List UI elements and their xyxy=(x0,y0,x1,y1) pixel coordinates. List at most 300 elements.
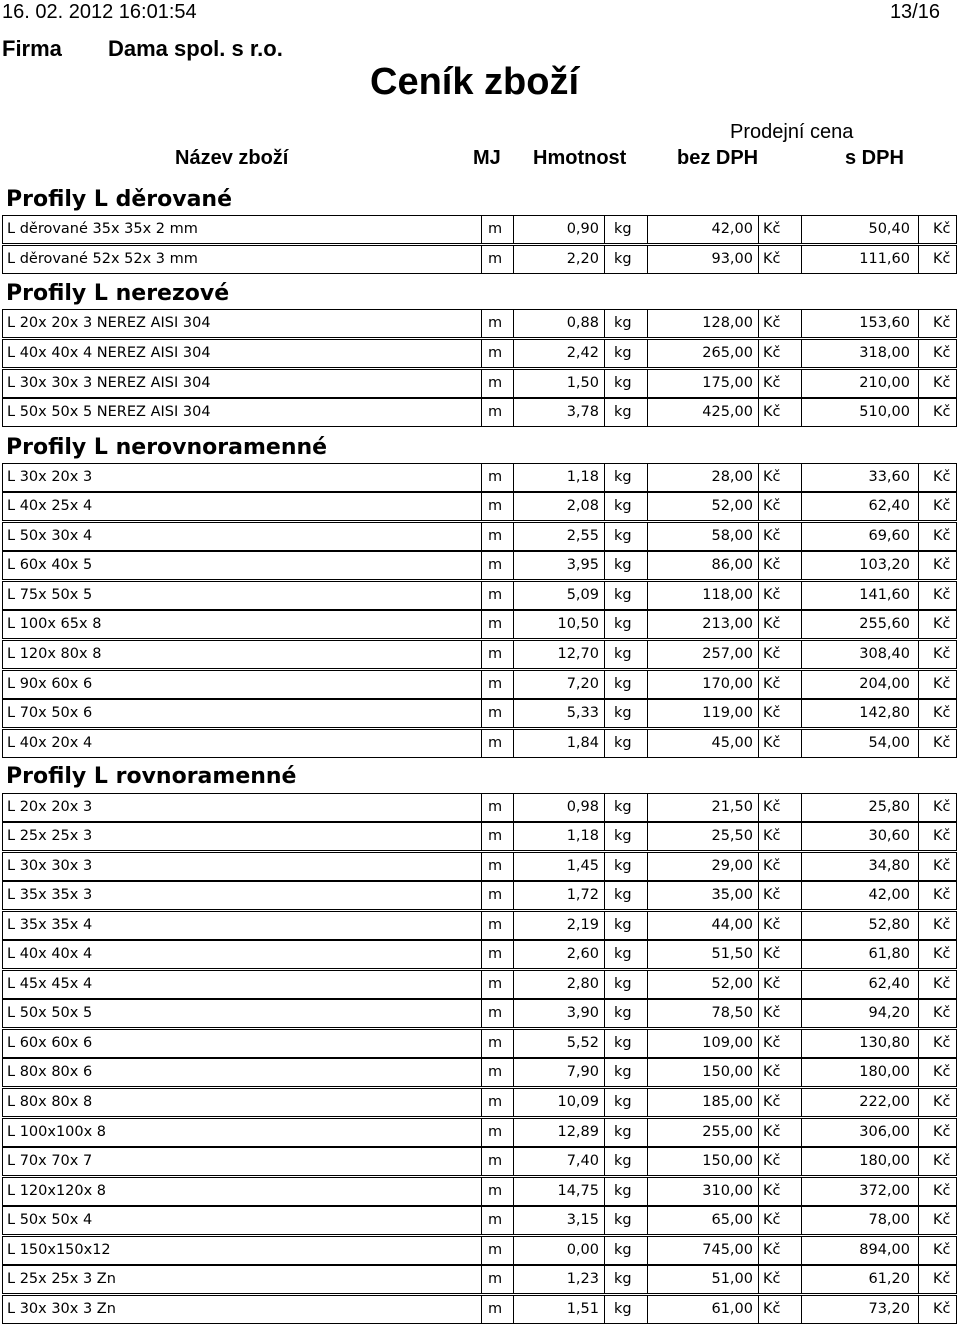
weight-cell: 3,95 xyxy=(566,557,599,573)
cell-divider xyxy=(801,1266,802,1293)
currency-label: Kč xyxy=(763,828,781,844)
currency-label: Kč xyxy=(763,1212,781,1228)
cell-divider xyxy=(513,611,514,638)
column-header-price-with-vat: s DPH xyxy=(845,147,904,169)
unit-cell: m xyxy=(488,976,503,992)
weight-unit: kg xyxy=(614,1124,632,1140)
cell-divider xyxy=(918,794,919,821)
cell-divider xyxy=(918,1089,919,1116)
table-row xyxy=(2,1177,957,1206)
cell-divider xyxy=(481,912,482,939)
currency-label: Kč xyxy=(763,946,781,962)
currency-label: Kč xyxy=(933,946,951,962)
cell-divider xyxy=(604,641,605,668)
cell-divider xyxy=(647,730,648,757)
cell-divider xyxy=(758,399,759,426)
product-name: L 45x 45x 4 xyxy=(7,976,93,992)
weight-cell: 3,90 xyxy=(566,1005,599,1021)
currency-label: Kč xyxy=(933,557,951,573)
table-row xyxy=(2,369,957,398)
table-row xyxy=(2,970,957,999)
price-with-vat: 894,00 xyxy=(859,1242,910,1258)
weight-unit: kg xyxy=(614,375,632,391)
weight-unit: kg xyxy=(614,616,632,632)
cell-divider xyxy=(918,853,919,880)
currency-label: Kč xyxy=(763,1153,781,1169)
cell-divider xyxy=(604,1178,605,1205)
cell-divider xyxy=(801,493,802,520)
cell-divider xyxy=(513,730,514,757)
section-heading: Profily L nerezové xyxy=(6,281,230,306)
price-with-vat: 308,40 xyxy=(859,646,910,662)
cell-divider xyxy=(481,493,482,520)
cell-divider xyxy=(513,823,514,850)
weight-cell: 7,90 xyxy=(566,1064,599,1080)
weight-unit: kg xyxy=(614,1005,632,1021)
price-without-vat: 425,00 xyxy=(702,404,753,420)
cell-divider xyxy=(513,1000,514,1027)
cell-divider xyxy=(647,971,648,998)
product-name: L 70x 50x 6 xyxy=(7,705,93,721)
currency-label: Kč xyxy=(933,735,951,751)
unit-cell: m xyxy=(488,828,503,844)
cell-divider xyxy=(604,971,605,998)
price-with-vat: 52,80 xyxy=(868,917,910,933)
weight-cell: 1,23 xyxy=(566,1271,599,1287)
price-with-vat: 54,00 xyxy=(868,735,910,751)
price-without-vat: 78,50 xyxy=(711,1005,753,1021)
weight-unit: kg xyxy=(614,587,632,603)
cell-divider xyxy=(647,1237,648,1264)
cell-divider xyxy=(918,370,919,397)
product-name: L 100x 65x 8 xyxy=(7,616,102,632)
cell-divider xyxy=(647,823,648,850)
currency-label: Kč xyxy=(933,404,951,420)
weight-unit: kg xyxy=(614,735,632,751)
currency-label: Kč xyxy=(933,858,951,874)
cell-divider xyxy=(758,1207,759,1234)
cell-divider xyxy=(513,882,514,909)
unit-cell: m xyxy=(488,1242,503,1258)
cell-divider xyxy=(758,700,759,727)
currency-label: Kč xyxy=(933,345,951,361)
price-with-vat: 318,00 xyxy=(859,345,910,361)
cell-divider xyxy=(481,370,482,397)
cell-divider xyxy=(513,552,514,579)
cell-divider xyxy=(758,912,759,939)
price-with-vat: 510,00 xyxy=(859,404,910,420)
cell-divider xyxy=(513,523,514,550)
weight-unit: kg xyxy=(614,1212,632,1228)
cell-divider xyxy=(801,340,802,367)
cell-divider xyxy=(513,1178,514,1205)
cell-divider xyxy=(758,641,759,668)
price-without-vat: 65,00 xyxy=(711,1212,753,1228)
cell-divider xyxy=(801,912,802,939)
weight-unit: kg xyxy=(614,221,632,237)
currency-label: Kč xyxy=(763,735,781,751)
currency-label: Kč xyxy=(763,887,781,903)
product-name: L 25x 25x 3 xyxy=(7,828,93,844)
product-name: L 80x 80x 8 xyxy=(7,1094,93,1110)
cell-divider xyxy=(647,493,648,520)
cell-divider xyxy=(918,971,919,998)
cell-divider xyxy=(604,853,605,880)
cell-divider xyxy=(918,700,919,727)
cell-divider xyxy=(801,853,802,880)
weight-cell: 3,78 xyxy=(566,404,599,420)
table-row xyxy=(2,463,957,492)
cell-divider xyxy=(801,671,802,698)
price-without-vat: 255,00 xyxy=(702,1124,753,1140)
unit-cell: m xyxy=(488,1064,503,1080)
table-row xyxy=(2,492,957,521)
currency-label: Kč xyxy=(763,616,781,632)
cell-divider xyxy=(481,1237,482,1264)
cell-divider xyxy=(481,730,482,757)
page-number: 13/16 xyxy=(889,1,940,23)
weight-cell: 2,08 xyxy=(566,498,599,514)
weight-cell: 1,72 xyxy=(566,887,599,903)
cell-divider xyxy=(801,971,802,998)
currency-label: Kč xyxy=(763,345,781,361)
product-name: L 50x 30x 4 xyxy=(7,528,93,544)
cell-divider xyxy=(647,552,648,579)
currency-label: Kč xyxy=(933,1035,951,1051)
price-with-vat: 50,40 xyxy=(868,221,910,237)
product-name: L 25x 25x 3 Zn xyxy=(7,1271,116,1287)
cell-divider xyxy=(918,941,919,968)
price-without-vat: 52,00 xyxy=(711,498,753,514)
cell-divider xyxy=(604,1000,605,1027)
price-without-vat: 51,00 xyxy=(711,1271,753,1287)
cell-divider xyxy=(801,1296,802,1323)
unit-cell: m xyxy=(488,646,503,662)
product-name: L 35x 35x 3 xyxy=(7,887,93,903)
product-name: L 40x 40x 4 NEREZ AISI 304 xyxy=(7,345,211,361)
cell-divider xyxy=(801,1207,802,1234)
product-name: L děrované 35x 35x 2 mm xyxy=(7,221,198,237)
unit-cell: m xyxy=(488,557,503,573)
unit-cell: m xyxy=(488,887,503,903)
product-name: L 35x 35x 4 xyxy=(7,917,93,933)
cell-divider xyxy=(758,523,759,550)
cell-divider xyxy=(604,1237,605,1264)
cell-divider xyxy=(647,582,648,609)
price-without-vat: 745,00 xyxy=(702,1242,753,1258)
cell-divider xyxy=(918,823,919,850)
cell-divider xyxy=(801,464,802,491)
weight-cell: 1,45 xyxy=(566,858,599,874)
unit-cell: m xyxy=(488,1005,503,1021)
currency-label: Kč xyxy=(763,1094,781,1110)
unit-cell: m xyxy=(488,251,503,267)
cell-divider xyxy=(481,523,482,550)
cell-divider xyxy=(604,1296,605,1323)
weight-cell: 7,40 xyxy=(566,1153,599,1169)
price-without-vat: 257,00 xyxy=(702,646,753,662)
cell-divider xyxy=(758,882,759,909)
cell-divider xyxy=(481,1089,482,1116)
cell-divider xyxy=(918,1148,919,1175)
currency-label: Kč xyxy=(763,498,781,514)
cell-divider xyxy=(801,730,802,757)
price-with-vat: 180,00 xyxy=(859,1064,910,1080)
table-row xyxy=(2,522,957,551)
cell-divider xyxy=(481,882,482,909)
product-name: L 30x 30x 3 xyxy=(7,858,93,874)
weight-unit: kg xyxy=(614,469,632,485)
cell-divider xyxy=(513,941,514,968)
cell-divider xyxy=(801,700,802,727)
currency-label: Kč xyxy=(933,646,951,662)
weight-cell: 0,88 xyxy=(566,315,599,331)
cell-divider xyxy=(481,671,482,698)
cell-divider xyxy=(513,853,514,880)
currency-label: Kč xyxy=(763,1005,781,1021)
cell-divider xyxy=(481,216,482,243)
product-name: L 50x 50x 5 NEREZ AISI 304 xyxy=(7,404,211,420)
unit-cell: m xyxy=(488,587,503,603)
currency-label: Kč xyxy=(933,1153,951,1169)
weight-unit: kg xyxy=(614,404,632,420)
product-name: L 80x 80x 6 xyxy=(7,1064,93,1080)
cell-divider xyxy=(604,1148,605,1175)
weight-cell: 2,60 xyxy=(566,946,599,962)
weight-unit: kg xyxy=(614,946,632,962)
currency-label: Kč xyxy=(933,587,951,603)
cell-divider xyxy=(758,1178,759,1205)
cell-divider xyxy=(604,1059,605,1086)
price-with-vat: 30,60 xyxy=(868,828,910,844)
cell-divider xyxy=(647,399,648,426)
cell-divider xyxy=(481,1178,482,1205)
unit-cell: m xyxy=(488,917,503,933)
cell-divider xyxy=(604,941,605,968)
cell-divider xyxy=(647,1119,648,1146)
cell-divider xyxy=(758,823,759,850)
price-without-vat: 45,00 xyxy=(711,735,753,751)
cell-divider xyxy=(513,1148,514,1175)
product-name: L 30x 30x 3 NEREZ AISI 304 xyxy=(7,375,211,391)
weight-unit: kg xyxy=(614,646,632,662)
weight-cell: 1,18 xyxy=(566,469,599,485)
cell-divider xyxy=(604,794,605,821)
price-without-vat: 185,00 xyxy=(702,1094,753,1110)
price-with-vat: 130,80 xyxy=(859,1035,910,1051)
cell-divider xyxy=(758,1089,759,1116)
cell-divider xyxy=(918,1059,919,1086)
currency-label: Kč xyxy=(933,1242,951,1258)
page-title: Ceník zboží xyxy=(370,61,580,103)
cell-divider xyxy=(918,1207,919,1234)
cell-divider xyxy=(801,1089,802,1116)
cell-divider xyxy=(647,671,648,698)
table-row xyxy=(2,581,957,610)
product-name: L 40x 40x 4 xyxy=(7,946,93,962)
weight-unit: kg xyxy=(614,1183,632,1199)
cell-divider xyxy=(918,611,919,638)
weight-cell: 2,20 xyxy=(566,251,599,267)
cell-divider xyxy=(918,641,919,668)
table-row xyxy=(2,610,957,639)
cell-divider xyxy=(758,1030,759,1057)
cell-divider xyxy=(604,1089,605,1116)
table-row xyxy=(2,699,957,728)
product-name: L 90x 60x 6 xyxy=(7,676,93,692)
cell-divider xyxy=(604,246,605,273)
product-name: L 120x120x 8 xyxy=(7,1183,107,1199)
weight-unit: kg xyxy=(614,557,632,573)
product-name: L 70x 70x 7 xyxy=(7,1153,93,1169)
product-name: L 75x 50x 5 xyxy=(7,587,93,603)
currency-label: Kč xyxy=(763,1271,781,1287)
unit-cell: m xyxy=(488,1094,503,1110)
unit-cell: m xyxy=(488,345,503,361)
unit-cell: m xyxy=(488,1035,503,1051)
table-row xyxy=(2,670,957,699)
weight-unit: kg xyxy=(614,828,632,844)
cell-divider xyxy=(604,730,605,757)
cell-divider xyxy=(481,1207,482,1234)
table-row xyxy=(2,245,957,274)
unit-cell: m xyxy=(488,1183,503,1199)
cell-divider xyxy=(481,1030,482,1057)
section-heading: Profily L rovnoramenné xyxy=(6,764,297,789)
cell-divider xyxy=(481,464,482,491)
price-with-vat: 180,00 xyxy=(859,1153,910,1169)
cell-divider xyxy=(758,1119,759,1146)
table-row xyxy=(2,1058,957,1087)
cell-divider xyxy=(758,794,759,821)
currency-label: Kč xyxy=(763,1064,781,1080)
cell-divider xyxy=(604,1119,605,1146)
cell-divider xyxy=(481,1266,482,1293)
weight-cell: 0,90 xyxy=(566,221,599,237)
cell-divider xyxy=(647,1148,648,1175)
cell-divider xyxy=(801,216,802,243)
currency-label: Kč xyxy=(763,1242,781,1258)
section-heading: Profily L nerovnoramenné xyxy=(6,435,328,460)
cell-divider xyxy=(604,464,605,491)
price-without-vat: 28,00 xyxy=(711,469,753,485)
weight-cell: 10,50 xyxy=(557,616,599,632)
currency-label: Kč xyxy=(933,1271,951,1287)
table-row xyxy=(2,1295,957,1324)
currency-label: Kč xyxy=(933,1301,951,1317)
cell-divider xyxy=(604,700,605,727)
cell-divider xyxy=(513,700,514,727)
cell-divider xyxy=(481,941,482,968)
cell-divider xyxy=(481,399,482,426)
currency-label: Kč xyxy=(763,799,781,815)
cell-divider xyxy=(758,370,759,397)
cell-divider xyxy=(604,582,605,609)
cell-divider xyxy=(481,246,482,273)
price-with-vat: 34,80 xyxy=(868,858,910,874)
table-row xyxy=(2,551,957,580)
price-with-vat: 306,00 xyxy=(859,1124,910,1140)
table-row xyxy=(2,793,957,822)
currency-label: Kč xyxy=(933,676,951,692)
currency-label: Kč xyxy=(763,1301,781,1317)
weight-unit: kg xyxy=(614,1035,632,1051)
cell-divider xyxy=(801,1237,802,1264)
price-without-vat: 25,50 xyxy=(711,828,753,844)
column-header-unit: MJ xyxy=(473,147,501,169)
cell-divider xyxy=(604,1266,605,1293)
cell-divider xyxy=(481,700,482,727)
weight-cell: 1,18 xyxy=(566,828,599,844)
price-with-vat: 78,00 xyxy=(868,1212,910,1228)
cell-divider xyxy=(513,1266,514,1293)
currency-label: Kč xyxy=(763,375,781,391)
table-row xyxy=(2,1118,957,1147)
price-with-vat: 33,60 xyxy=(868,469,910,485)
currency-label: Kč xyxy=(933,498,951,514)
cell-divider xyxy=(758,730,759,757)
cell-divider xyxy=(918,1119,919,1146)
table-row xyxy=(2,1088,957,1117)
weight-cell: 7,20 xyxy=(566,676,599,692)
cell-divider xyxy=(513,582,514,609)
cell-divider xyxy=(604,823,605,850)
column-header-sale-price: Prodejní cena xyxy=(730,121,854,143)
weight-cell: 3,15 xyxy=(566,1212,599,1228)
cell-divider xyxy=(758,1296,759,1323)
currency-label: Kč xyxy=(763,1035,781,1051)
table-row xyxy=(2,881,957,910)
cell-divider xyxy=(758,582,759,609)
cell-divider xyxy=(481,1119,482,1146)
weight-unit: kg xyxy=(614,1094,632,1110)
table-row xyxy=(2,852,957,881)
weight-unit: kg xyxy=(614,705,632,721)
currency-label: Kč xyxy=(933,1124,951,1140)
column-header-weight: Hmotnost xyxy=(533,147,627,169)
cell-divider xyxy=(918,246,919,273)
cell-divider xyxy=(758,216,759,243)
weight-cell: 1,50 xyxy=(566,375,599,391)
cell-divider xyxy=(758,611,759,638)
price-with-vat: 255,60 xyxy=(859,616,910,632)
weight-unit: kg xyxy=(614,498,632,514)
currency-label: Kč xyxy=(933,469,951,485)
currency-label: Kč xyxy=(933,799,951,815)
weight-cell: 10,09 xyxy=(557,1094,599,1110)
price-without-vat: 265,00 xyxy=(702,345,753,361)
cell-divider xyxy=(758,1000,759,1027)
price-without-vat: 29,00 xyxy=(711,858,753,874)
cell-divider xyxy=(801,611,802,638)
cell-divider xyxy=(801,1119,802,1146)
table-row xyxy=(2,398,957,427)
cell-divider xyxy=(758,1148,759,1175)
cell-divider xyxy=(513,1119,514,1146)
cell-divider xyxy=(513,671,514,698)
currency-label: Kč xyxy=(933,221,951,237)
table-row xyxy=(2,1206,957,1235)
cell-divider xyxy=(647,370,648,397)
currency-label: Kč xyxy=(763,1183,781,1199)
cell-divider xyxy=(481,641,482,668)
table-row xyxy=(2,215,957,244)
cell-divider xyxy=(801,1178,802,1205)
currency-label: Kč xyxy=(763,221,781,237)
product-name: L 20x 20x 3 NEREZ AISI 304 xyxy=(7,315,211,331)
unit-cell: m xyxy=(488,616,503,632)
currency-label: Kč xyxy=(763,917,781,933)
